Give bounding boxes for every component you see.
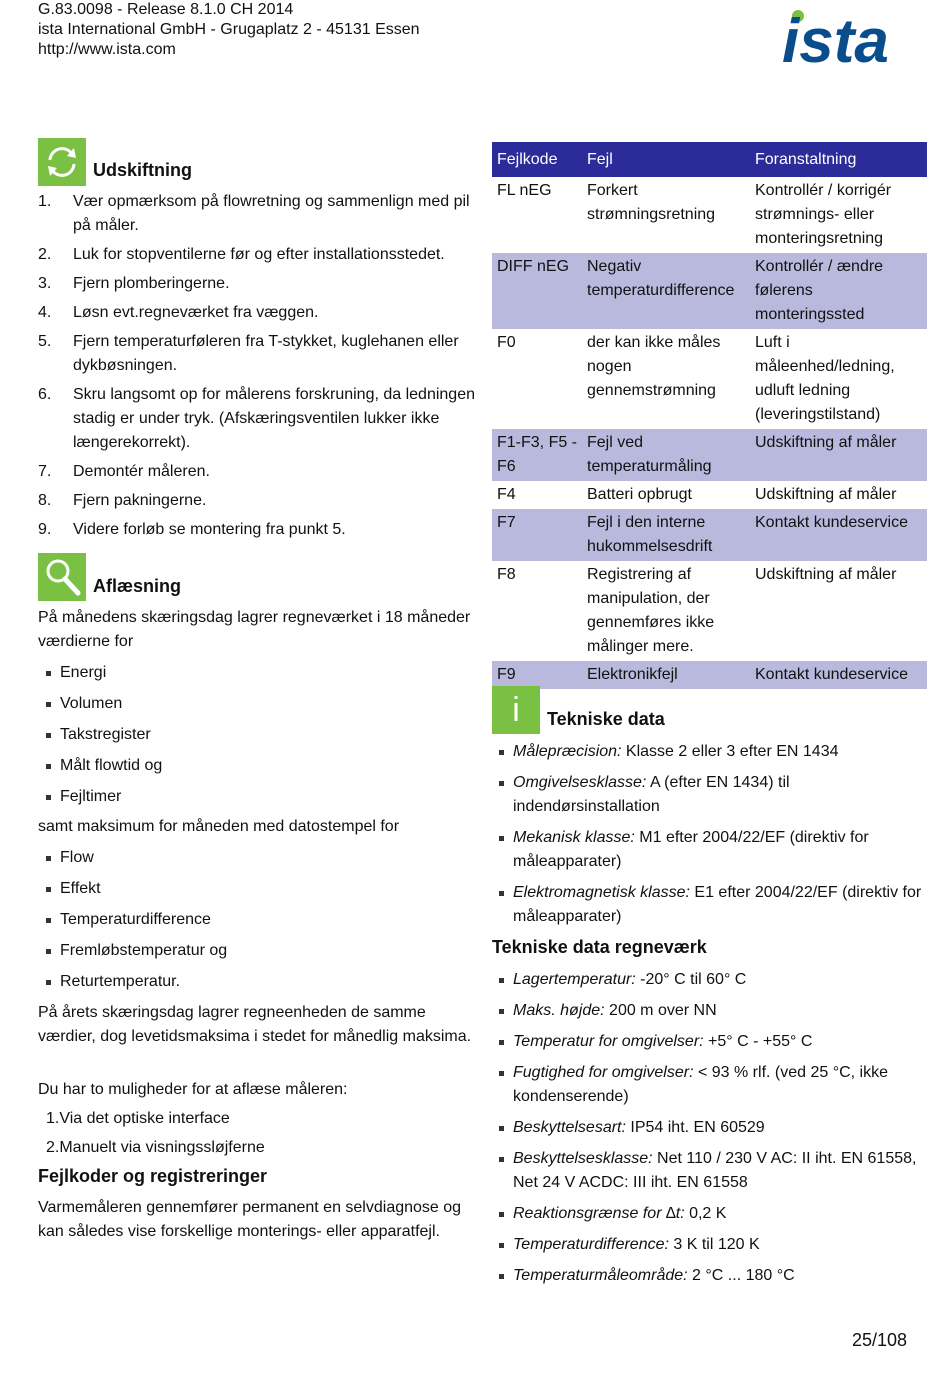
list-item: Maks. højde: 200 m over NN: [499, 999, 929, 1023]
ista-logo: [782, 6, 932, 68]
list-item: Flow: [46, 846, 466, 870]
reading-option-2: 2.Manuelt via visningssløjferne: [46, 1139, 265, 1156]
reading-list-2: [46, 846, 466, 1001]
list-item: Temperaturdifference: 3 K til 120 K: [499, 1233, 929, 1257]
reading-list-1: [46, 661, 466, 816]
release-line: G.83.0098 - Release 8.1.0 CH 2014: [38, 1, 294, 18]
tech-title: Tekniske data: [547, 709, 665, 729]
page-number: 25/108: [852, 1330, 908, 1350]
table-row: F7 Fejl i den interne hukommelsesdrift Kontakt kundeservice: [492, 509, 927, 561]
table-header-row: [492, 142, 927, 177]
list-item: Volumen: [46, 692, 466, 716]
section-title-reading: Aflæsning: [93, 576, 181, 596]
table-row: F0 der kan ikke måles nogen gennemstrømning Luft i måleenhed/ledning, udluft ledning (leveringstilstand): [497, 334, 895, 423]
list-item: 6. Skru langsomt op for målerens forskruning, da ledningen stadig er under tryk. (Afskæringsventilen lukker ikke længerekorrekt).: [38, 386, 475, 451]
list-item: Effekt: [46, 877, 466, 901]
tech-list-2: [499, 968, 929, 1295]
list-item: 1. Vær opmærksom på flowretning og sammenlign med pil på måler.: [38, 193, 470, 234]
tech-title-2: Tekniske data regneværk: [492, 937, 707, 957]
table-row: F4 Batteri opbrugt Udskiftning af måler: [497, 486, 897, 503]
list-item: Takstregister: [46, 723, 466, 747]
reading-intro: På månedens skæringsdag lagrer regneværket i 18 måneder værdierne for: [38, 609, 471, 650]
error-table: [492, 142, 927, 689]
list-item: 2. Luk for stopventilerne før og efter installationsstedet.: [38, 246, 445, 263]
list-item: 5. Fjern temperaturføleren fra T-stykket, kuglehanen eller dykbøsningen.: [38, 333, 459, 374]
list-item: Energi: [46, 661, 466, 685]
column-header: Fejl: [582, 142, 750, 177]
list-item: Fejltimer: [46, 785, 466, 809]
list-item: 9. Videre forløb se montering fra punkt 5.: [38, 521, 346, 538]
section-title-replace: Udskiftning: [93, 160, 192, 180]
company-url: http://www.ista.com: [38, 41, 176, 58]
tech-list: [499, 740, 929, 936]
table-row: FL nEG Forkert strømningsretning Kontrollér / korrigér strømnings- eller monteringsretning: [497, 182, 892, 247]
table-row: F8 Registrering af manipulation, der gennemføres ikke målinger mere. Udskiftning af måler: [497, 566, 897, 655]
list-item: Elektromagnetisk klasse: E1 efter 2004/22/EF (direktiv for måleapparater): [499, 881, 929, 929]
list-item: Reaktionsgrænse for ∆t: 0,2 K: [499, 1202, 929, 1226]
list-item: Temperaturmåleområde: 2 °C ... 180 °C: [499, 1264, 929, 1288]
errors-text: Varmemåleren gennemfører permanent en selvdiagnose og kan således vise forskellige monterings- eller apparatfejl.: [38, 1199, 462, 1240]
errors-title: Fejlkoder og registreringer: [38, 1166, 268, 1186]
list-item: Mekanisk klasse: M1 efter 2004/22/EF (direktiv for måleapparater): [499, 826, 929, 874]
column-header: Fejlkode: [492, 142, 582, 177]
refresh-arrows-icon: [38, 138, 86, 186]
list-item: 3. Fjern plomberingerne.: [38, 275, 230, 292]
replace-steps: [38, 190, 478, 547]
table-row: F9 Elektronikfejl Kontakt kundeservice: [492, 661, 927, 689]
page-header: [38, 0, 420, 60]
column-header: Foranstaltning: [750, 142, 927, 177]
list-item: Målt flowtid og: [46, 754, 466, 778]
list-item: Temperaturdifference: [46, 908, 466, 932]
table-row: DIFF nEG Negativ temperaturdifference Kontrollér / ændre følerens monteringssted: [492, 253, 927, 329]
table-row: F1-F3, F5 - F6 Fejl ved temperaturmåling Udskiftning af måler: [492, 429, 927, 481]
company-address: ista International GmbH - Grugaplatz 2 - 45131 Essen: [38, 21, 420, 38]
list-item: Målepræcision: Klasse 2 eller 3 efter EN 1434: [499, 740, 929, 764]
reading-options-intro: Du har to muligheder for at aflæse måleren:: [38, 1081, 348, 1098]
list-item: 7. Demontér måleren.: [38, 463, 210, 480]
info-icon: i: [492, 686, 540, 734]
list-item: Beskyttelsesart: IP54 iht. EN 60529: [499, 1116, 929, 1140]
list-item: Temperatur for omgivelser: +5° C - +55° C: [499, 1030, 929, 1054]
list-item: Fugtighed for omgivelser: < 93 % rlf. (ved 25 °C, ikke kondenserende): [499, 1061, 929, 1109]
magnifier-icon: [38, 553, 86, 601]
reading-option-1: 1.Via det optiske interface: [46, 1110, 230, 1127]
list-item: Omgivelsesklasse: A (efter EN 1434) til indendørsinstallation: [499, 771, 929, 819]
list-item: 4. Løsn evt.regneværket fra væggen.: [38, 304, 319, 321]
reading-year: På årets skæringsdag lagrer regneenheden de samme værdier, dog levetidsmaksima i stedet for månedlig maksima.: [38, 1004, 472, 1045]
reading-mid: samt maksimum for måneden med datostempel for: [38, 818, 400, 835]
list-item: Returtemperatur.: [46, 970, 466, 994]
list-item: Beskyttelsesklasse: Net 110 / 230 V AC: II iht. EN 61558, Net 24 V ACDC: III iht. EN 61558: [499, 1147, 929, 1195]
logo-text: ista: [782, 7, 889, 68]
list-item: 8. Fjern pakningerne.: [38, 492, 207, 509]
list-item: Fremløbstemperatur og: [46, 939, 466, 963]
list-item: Lagertemperatur: -20° C til 60° C: [499, 968, 929, 992]
